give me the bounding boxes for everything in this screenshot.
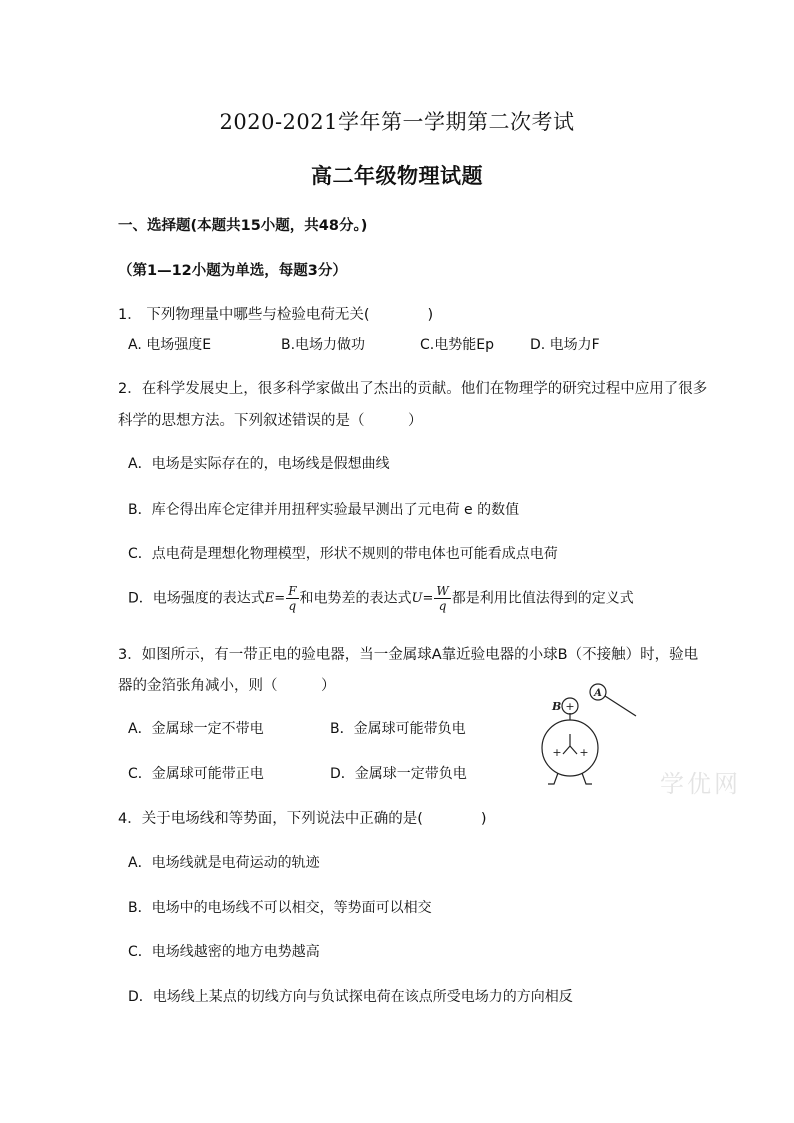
question-1-option-c: C.电势能Ep: [420, 337, 494, 353]
label-a: A: [594, 688, 602, 699]
question-2-option-d: [128, 584, 634, 613]
plus-sign-top: +: [565, 700, 575, 713]
fraction-denominator-q2: q: [438, 599, 447, 613]
electroscope-case: [542, 720, 598, 776]
option-d-middle: 和电势差的表达式: [299, 590, 412, 607]
question-1-option-d: D. 电场力F: [530, 337, 600, 353]
section-subheading: （第1—12小题为单选，每题3分）: [118, 263, 347, 279]
fraction-denominator-q: q: [288, 599, 297, 613]
question-2-stem-line2: 科学的思想方法。下列叙述错误的是（ ）: [118, 413, 423, 429]
right-leg: [582, 773, 592, 784]
question-2-option-b: B．库仑得出库仑定律并用扭秤实验最早测出了元电荷 e 的数值: [128, 502, 520, 518]
fraction-numerator-w: W: [436, 584, 449, 598]
fraction-w-over-q: [434, 584, 450, 613]
watermark: 学优网: [660, 770, 741, 798]
question-1-option-a: A. 电场强度E: [128, 337, 212, 353]
question-2-stem-line1: 2．在科学发展史上，很多科学家做出了杰出的贡献。他们在物理学的研究过程中应用了很多: [118, 381, 708, 397]
sphere-a-handle: [605, 696, 636, 716]
electroscope-figure: [530, 678, 650, 798]
question-4-stem: 4．关于电场线和等势面，下列说法中正确的是( ): [118, 811, 487, 827]
section-heading: 一、选择题(本题共15小题，共48分。): [118, 218, 368, 234]
question-3-stem-line1: 3．如图所示，有一带正电的验电器，当一金属球A靠近验电器的小球B（不接触）时，验电: [118, 647, 699, 663]
question-4-option-c: C．电场线越密的地方电势越高: [128, 944, 320, 960]
question-4-option-a: A．电场线就是电荷运动的轨迹: [128, 855, 320, 871]
plus-sign-left: +: [552, 746, 562, 759]
formula-lhs-u: U: [411, 591, 423, 606]
formula-lhs-e: E: [264, 591, 275, 606]
plus-sign-right: +: [579, 746, 589, 759]
label-b: B: [552, 700, 562, 713]
left-leg: [548, 773, 558, 784]
leaf-left: [563, 746, 570, 754]
question-1-option-b: B.电场力做功: [281, 337, 366, 353]
fraction-numerator-f: F: [288, 584, 297, 598]
question-3-option-b: B．金属球可能带负电: [330, 721, 466, 737]
question-4-option-b: B．电场中的电场线不可以相交，等势面可以相交: [128, 900, 432, 916]
potential-difference-formula: U=: [411, 591, 434, 606]
question-1-stem: 1． 下列物理量中哪些与检验电荷无关( ): [118, 307, 434, 323]
question-4-option-d: D．电场线上某点的切线方向与负试探电荷在该点所受电场力的方向相反: [128, 989, 573, 1005]
option-d-suffix: 都是利用比值法得到的定义式: [451, 590, 634, 607]
exam-title: 2020-2021学年第一学期第二次考试: [219, 110, 575, 134]
question-3-option-d: D．金属球一定带负电: [330, 766, 467, 782]
question-3-option-c: C．金属球可能带正电: [128, 766, 264, 782]
question-3-stem-line2: 器的金箔张角减小，则（ ）: [118, 678, 336, 694]
fraction-f-over-q: [286, 584, 298, 613]
question-2-option-c: C．点电荷是理想化物理模型，形状不规则的带电体也可能看成点电荷: [128, 546, 558, 562]
question-2-option-a: A．电场是实际存在的，电场线是假想曲线: [128, 456, 390, 472]
leaf-right: [570, 746, 577, 754]
question-3-option-a: A．金属球一定不带电: [128, 721, 264, 737]
electric-field-formula: E=: [264, 591, 286, 606]
option-d-prefix: D．电场强度的表达式: [128, 590, 265, 607]
exam-subtitle: 高二年级物理试题: [311, 163, 483, 188]
